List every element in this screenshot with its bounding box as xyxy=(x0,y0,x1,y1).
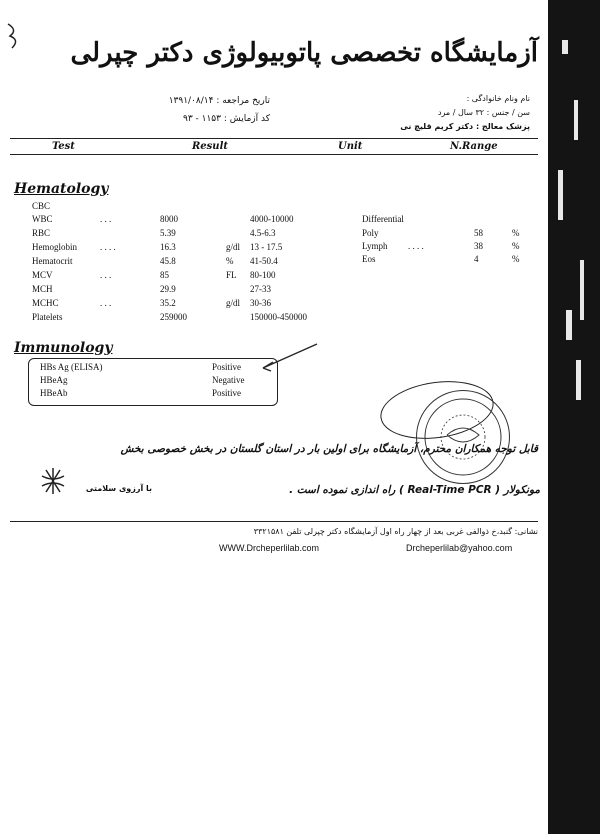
immunology-title: Immunology xyxy=(14,340,113,356)
hema-dots: . . . . xyxy=(100,242,116,252)
immuno-test: HBeAb xyxy=(40,388,68,398)
hema-test: Hemoglobin xyxy=(32,242,77,252)
differential-label: Differential xyxy=(362,214,404,224)
header-rule-bottom xyxy=(10,154,538,155)
hema-test: MCHC xyxy=(32,298,59,308)
notice-line-2: مونکولار ( Real-Time PCR ) راه اندازی نموده است . xyxy=(289,484,540,496)
hema-result: 259000 xyxy=(160,312,187,322)
visit-date: تاریخ مراجعه : ۱۳۹۱/۰۸/۱۴ xyxy=(168,96,270,106)
website-link[interactable]: WWW.Drcheperlilab.com xyxy=(219,543,320,553)
immuno-result: Negative xyxy=(212,375,245,385)
hema-test: MCH xyxy=(32,284,53,294)
col-unit: Unit xyxy=(338,141,363,152)
hema-result: 29.9 xyxy=(160,284,176,294)
hema-test: Platelets xyxy=(32,312,63,322)
hema-result: 85 xyxy=(160,270,169,280)
diff-value: 38 xyxy=(474,241,483,251)
hema-range: 4.5-6.3 xyxy=(250,228,276,238)
hema-unit: g/dl xyxy=(226,298,241,308)
diff-dots: . . . . xyxy=(408,241,424,251)
scan-edge-shadow xyxy=(548,0,600,834)
hema-range: 27-33 xyxy=(250,284,271,294)
patient-name: نام ونام خانوادگی : xyxy=(466,94,530,103)
hema-result: 8000 xyxy=(160,214,178,224)
hematology-title: Hematology xyxy=(14,181,109,197)
hema-result: 16.3 xyxy=(160,242,176,252)
immuno-result: Positive xyxy=(212,362,242,372)
diff-name: Eos xyxy=(362,254,376,264)
cbc-label: CBC xyxy=(32,201,51,211)
hema-test: RBC xyxy=(32,228,51,238)
immuno-test: HBeAg xyxy=(40,375,68,385)
referring-doctor: پزشک معالج : دکتر کریم قلیچ نی xyxy=(400,122,530,131)
notice-line-1: قابل توجه همکاران محترم، آزمایشگاه برای اولین بار در استان گلستان در بخش خصوصی بخش xyxy=(120,443,538,455)
lab-title: آزمایشگاه تخصصی پاتوبیولوژی دکتر چپرلی xyxy=(70,38,538,68)
hema-range: 4000-10000 xyxy=(250,214,294,224)
diff-value: 4 xyxy=(474,254,479,264)
hema-dots: . . . xyxy=(100,214,112,224)
diff-unit: % xyxy=(512,254,520,264)
email-link[interactable]: Drcheperlilab@yahoo.com xyxy=(406,543,513,553)
header-rule xyxy=(10,138,538,139)
test-code: کد آزمایش : ۱۱۵۳ - ۹۳ xyxy=(182,114,270,124)
hema-range: 13 - 17.5 xyxy=(250,242,283,252)
hema-test: Hematocrit xyxy=(32,256,73,266)
col-result: Result xyxy=(192,141,228,152)
hema-range: 80-100 xyxy=(250,270,276,280)
hema-range: 41-50.4 xyxy=(250,256,278,266)
diff-name: Poly xyxy=(362,228,379,238)
hema-range: 30-36 xyxy=(250,298,271,308)
hema-unit: g/dl xyxy=(226,242,241,252)
handwritten-arrow xyxy=(255,338,325,378)
hema-result: 35.2 xyxy=(160,298,176,308)
lab-stamp xyxy=(416,390,510,484)
diff-value: 58 xyxy=(474,228,483,238)
hema-test: WBC xyxy=(32,214,53,224)
diff-unit: % xyxy=(512,241,520,251)
hema-dots: . . . xyxy=(100,270,112,280)
immuno-test: HBs Ag (ELISA) xyxy=(40,362,103,372)
col-nrange: N.Range xyxy=(450,141,498,152)
immuno-result: Positive xyxy=(212,388,242,398)
diff-unit: % xyxy=(512,228,520,238)
wish-text: با آرزوی سلامتی xyxy=(85,484,152,493)
hema-range: 150000-450000 xyxy=(250,312,307,322)
hema-unit: FL xyxy=(226,270,237,280)
address: نشانی: گنبد،خ ذوالفی غربی بعد از چهار راه اول آزمایشگاه دکتر چپرلی تلفن ۳۳۲۱۵۸۱ xyxy=(253,527,538,536)
hema-dots: . . . xyxy=(100,298,112,308)
hema-result: 45.8 xyxy=(160,256,176,266)
footer-rule xyxy=(10,521,538,522)
hema-test: MCV xyxy=(32,270,53,280)
diff-name: Lymph xyxy=(362,241,388,251)
patient-age-sex: سن / جنس : ۳۲ سال / مرد xyxy=(437,108,530,117)
col-test: Test xyxy=(52,141,75,152)
hema-unit: % xyxy=(226,256,234,266)
hema-result: 5.39 xyxy=(160,228,176,238)
